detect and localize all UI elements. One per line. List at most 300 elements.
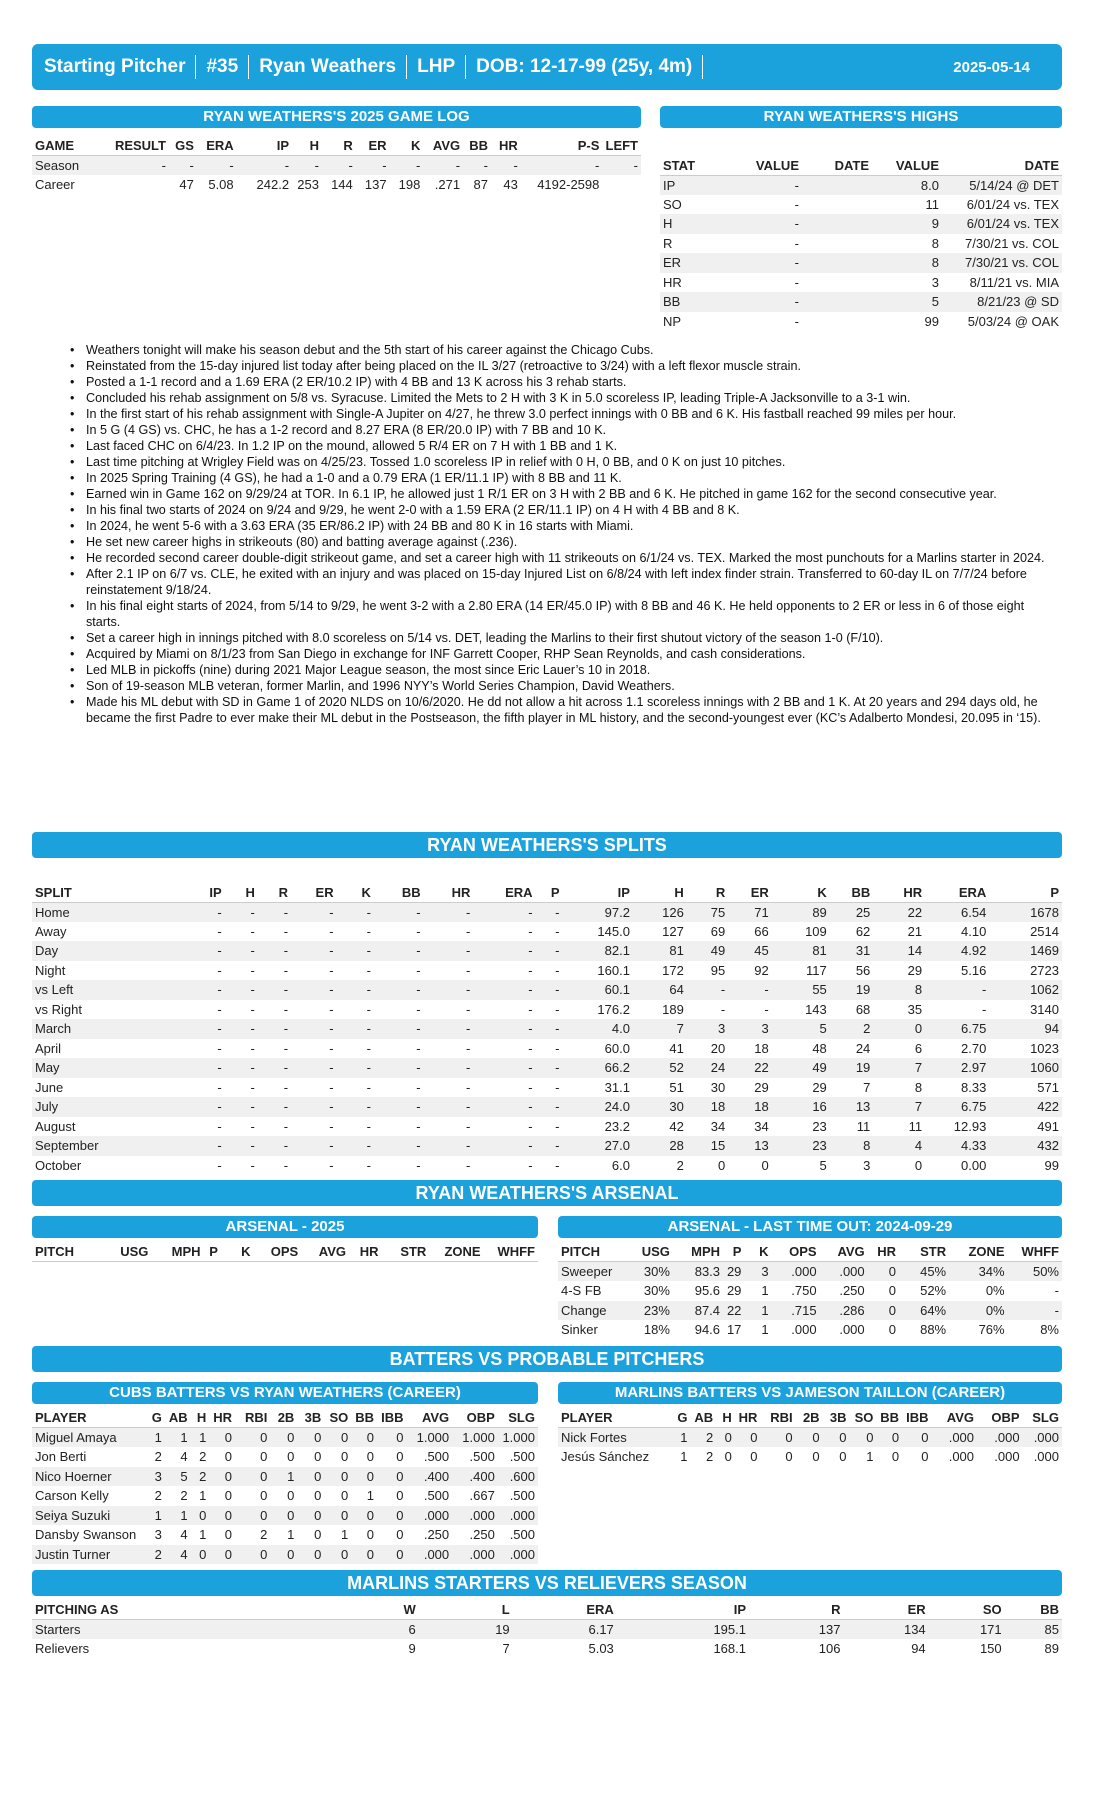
table-cell: - [528, 1157, 533, 1173]
table-cell: - [728, 980, 772, 1000]
table-cell: - [536, 1019, 563, 1039]
table-cell: 6 [914, 1040, 923, 1056]
table-row [32, 1156, 1062, 1176]
table-cell: - [764, 1001, 769, 1017]
table-cell: .715 [772, 1301, 820, 1321]
table-cell: 8 [830, 1136, 874, 1156]
table-cell: 31 [830, 941, 874, 961]
table-cell [802, 234, 872, 254]
note-item: • After 2.1 IP on 6/7 vs. CLE, he exited with an injury and was placed on 15-day Injured List on 6/8/24 with left index finder strain. Transferred to 60-day IL on 7/7/24 before reinstatement 9/18/24. [70, 566, 1060, 598]
column-header: P [723, 1242, 744, 1262]
table-cell: - [1054, 1283, 1059, 1299]
table-cell: 11 [856, 1118, 871, 1134]
table-cell: NP [663, 313, 682, 329]
table-cell: 68 [855, 1001, 871, 1017]
table-cell: - [424, 1097, 474, 1117]
table-cell: Jesús Sánchez [561, 1449, 650, 1465]
header-row [32, 883, 1062, 903]
header-banner [32, 44, 1062, 90]
group-header [722, 136, 872, 156]
table-cell: 22 [723, 1301, 744, 1321]
table-cell: 6.75 [925, 1019, 989, 1039]
table-cell: - [424, 1019, 474, 1039]
table-row [558, 1301, 1062, 1321]
marlins-bvp-table [558, 1408, 1062, 1467]
table-cell: 24.0 [562, 1097, 632, 1117]
column-header: SPLIT [32, 883, 187, 903]
table-cell: 1 [199, 1488, 207, 1504]
table-row [32, 1078, 1062, 1098]
table-cell: 0 [796, 1428, 823, 1448]
table-cell: 23 [812, 1118, 827, 1134]
table-cell: 0 [224, 1527, 233, 1543]
table-cell: 29 [907, 962, 923, 978]
column-header: HR [491, 136, 521, 156]
table-cell: 168.1 [713, 1641, 746, 1657]
column-header: SLG [498, 1408, 538, 1428]
highs-title: RYAN WEATHERS'S HIGHS [660, 106, 1062, 128]
table-cell: 8/11/21 vs. MIA [969, 274, 1059, 290]
table-cell: 0 [297, 1428, 324, 1448]
table-cell: 0 [341, 1449, 349, 1465]
table-cell: .000 [820, 1262, 868, 1282]
table-cell: 176.2 [597, 1001, 630, 1017]
table-cell: - [473, 1097, 535, 1117]
table-cell: 1062 [989, 980, 1062, 1000]
table-cell: - [374, 902, 424, 922]
table-cell: 5/14/24 @ DET [942, 175, 1062, 195]
column-header: K [390, 136, 424, 156]
table-cell: .000 [994, 1449, 1020, 1465]
column-header: AVG [301, 1242, 349, 1262]
table-cell: Career [35, 177, 75, 193]
table-cell: - [329, 1001, 334, 1017]
table-cell: 2723 [1030, 962, 1059, 978]
table-cell: 6/01/24 vs. TEX [942, 214, 1062, 234]
table-cell: .000 [452, 1545, 498, 1565]
table-cell: 50% [1008, 1262, 1062, 1282]
table-cell: 0.00 [961, 1157, 987, 1173]
table-cell: - [258, 941, 291, 961]
table-cell: - [536, 1097, 563, 1117]
bvp-title: BATTERS VS PROBABLE PITCHERS [32, 1346, 1062, 1372]
table-row [32, 1136, 1062, 1156]
table-cell: 0 [888, 1283, 896, 1299]
column-header: MPH [673, 1242, 723, 1262]
starters-relievers-table [32, 1600, 1062, 1659]
table-cell: 0 [891, 1449, 900, 1465]
column-header: SO [850, 1408, 877, 1428]
table-cell: - [424, 902, 474, 922]
column-header: K [772, 883, 830, 903]
table-cell: - [794, 235, 799, 251]
table-cell: - [463, 156, 491, 176]
table-cell: .000 [498, 1506, 538, 1526]
table-cell: Nick Fortes [558, 1428, 672, 1448]
table-cell: 60.1 [562, 980, 632, 1000]
table-cell: 0 [297, 1467, 324, 1487]
table-cell: 18 [754, 1040, 769, 1056]
note-item: • Earned win in Game 162 on 9/29/24 at TOR. In 6.1 IP, he allowed just 1 R/1 ER on 3 H with 2 BB and 6 K. He pitched in game 162 for the second consecutive year. [70, 486, 1060, 502]
table-cell [103, 175, 169, 195]
table-cell: 66.2 [562, 1058, 632, 1078]
table-cell: 0 [191, 1506, 210, 1526]
table-cell: June [35, 1079, 64, 1095]
column-header: H [716, 1408, 735, 1428]
table-cell: 15 [687, 1136, 728, 1156]
table-cell: 0 [314, 1488, 322, 1504]
table-cell: - [258, 1019, 291, 1039]
table-cell: 41 [669, 1040, 684, 1056]
table-cell: 9 [408, 1641, 416, 1657]
table-cell: 34% [949, 1262, 1007, 1282]
table-cell: .000 [977, 1428, 1023, 1448]
header-row [660, 156, 1062, 176]
table-cell: - [250, 1040, 255, 1056]
table-cell: 6.17 [513, 1620, 617, 1640]
table-cell: - [225, 902, 258, 922]
table-cell: 2 [154, 1449, 162, 1465]
table-cell: 99 [924, 313, 939, 329]
table-cell: 0 [724, 1449, 732, 1465]
table-cell: 0 [260, 1449, 268, 1465]
table-cell: - [536, 1136, 563, 1156]
table-cell: Away [35, 923, 67, 939]
table-cell: - [722, 292, 802, 312]
table-row [32, 1039, 1062, 1059]
table-cell: 0% [985, 1283, 1005, 1299]
table-cell: - [291, 902, 337, 922]
table-cell: H [660, 214, 722, 234]
table-cell: - [423, 156, 463, 176]
table-cell: 253 [297, 177, 319, 193]
table-row [32, 1447, 538, 1467]
table-cell: 109 [805, 923, 827, 939]
table-cell: 5 [872, 292, 942, 312]
table-cell: 29 [754, 1079, 769, 1095]
table-cell: 94.6 [694, 1322, 721, 1338]
column-header: SO [929, 1600, 1005, 1620]
column-header: PITCH [32, 1242, 108, 1262]
table-cell: Home [32, 902, 187, 922]
table-cell: 1.000 [452, 1428, 498, 1448]
column-header: H [633, 883, 687, 903]
table-cell: - [258, 980, 291, 1000]
table-cell: 20 [710, 1040, 726, 1056]
column-header: ER [356, 136, 390, 156]
table-cell: August [35, 1118, 76, 1134]
table-cell: July [32, 1097, 187, 1117]
column-header: USG [108, 1242, 151, 1262]
table-cell: - [555, 923, 560, 939]
table-cell: .250 [423, 1527, 450, 1543]
table-cell: 0 [235, 1467, 270, 1487]
table-cell: 45% [899, 1262, 949, 1282]
table-cell: ER [660, 253, 722, 273]
table-row [32, 1058, 1062, 1078]
column-header: WHFF [1008, 1242, 1062, 1262]
table-cell: 0 [324, 1428, 351, 1448]
header-row [558, 1408, 1062, 1428]
arsenal-title: RYAN WEATHERS'S ARSENAL [32, 1180, 1062, 1206]
table-cell: 127 [662, 923, 684, 939]
table-cell: - [528, 1118, 533, 1134]
table-cell: 4 [180, 1449, 188, 1465]
table-cell: - [390, 156, 424, 176]
table-cell: - [602, 156, 641, 176]
note-item: • Last faced CHC on 6/4/23. In 1.2 IP on the mound, allowed 5 R/4 ER on 7 H with 1 BB and 1 K. [70, 438, 1060, 454]
table-cell: 0 [314, 1527, 322, 1543]
table-cell: 1 [165, 1506, 191, 1526]
table-cell: - [283, 1079, 289, 1095]
table-cell: - [416, 1118, 421, 1134]
table-cell: 66 [754, 923, 769, 939]
table-cell: .000 [406, 1506, 452, 1526]
table-cell: - [555, 1040, 560, 1056]
table-cell: 117 [806, 962, 827, 978]
table-cell: - [187, 980, 224, 1000]
table-row [32, 1506, 538, 1526]
column-header: RBI [235, 1408, 270, 1428]
table-cell: - [722, 214, 802, 234]
table-cell: - [794, 196, 799, 212]
column-header: P-S [521, 136, 603, 156]
table-cell: - [466, 1157, 471, 1173]
table-cell: 0 [366, 1449, 374, 1465]
table-cell: 87.4 [673, 1301, 723, 1321]
table-cell: 1.000 [498, 1428, 538, 1448]
table-cell: 0 [396, 1527, 404, 1543]
table-cell: 0 [868, 1301, 899, 1321]
table-cell: 8.0 [872, 175, 942, 195]
table-cell: 55 [772, 980, 830, 1000]
table-cell: - [466, 1079, 471, 1095]
table-cell: - [528, 1040, 533, 1056]
table-cell: - [528, 1001, 533, 1017]
table-cell: 1 [366, 1488, 374, 1504]
column-header: P [989, 883, 1062, 903]
table-cell: .000 [931, 1428, 977, 1448]
column-header: VALUE [722, 156, 802, 176]
table-cell: - [217, 1118, 222, 1134]
table-cell: - [374, 1019, 424, 1039]
table-cell: 1 [146, 1506, 165, 1526]
table-cell: 0 [287, 1449, 295, 1465]
table-cell: 16 [772, 1097, 830, 1117]
table-cell: 14 [873, 941, 925, 961]
column-header: VALUE [872, 156, 942, 176]
table-cell: 29 [812, 1079, 827, 1095]
table-cell: 1 [866, 1449, 874, 1465]
group-header [562, 863, 1062, 883]
table-cell: - [237, 156, 292, 176]
table-cell: - [291, 1058, 337, 1078]
table-cell: Nico Hoerner [32, 1467, 146, 1487]
table-cell: 76% [978, 1322, 1005, 1338]
table-cell: - [722, 253, 802, 273]
table-cell: Jon Berti [35, 1449, 87, 1465]
table-cell: 0 [270, 1428, 297, 1448]
table-cell: 0 [914, 1157, 923, 1173]
column-header: PITCHING AS [32, 1600, 380, 1620]
table-cell: 189 [662, 1001, 684, 1017]
table-row [32, 922, 1062, 942]
column-header: BB [374, 883, 424, 903]
column-header: AVG [931, 1408, 977, 1428]
table-cell: - [374, 980, 424, 1000]
column-header: K [744, 1242, 771, 1262]
table-cell: 0 [850, 1428, 877, 1448]
note-item: • In the first start of his rehab assignment with Single-A Jupiter on 4/27, he threw 3.0 perfect innings with 0 BB and 6 K. His fastball reached 99 miles per hour. [70, 406, 1060, 422]
table-cell: - [1008, 1301, 1062, 1321]
table-cell: - [473, 1019, 535, 1039]
table-cell: 8% [1040, 1322, 1059, 1338]
table-cell: - [981, 1001, 987, 1017]
table-cell: - [217, 962, 222, 978]
column-header: P [536, 883, 563, 903]
table-cell: 3 [728, 1019, 772, 1039]
table-cell: - [536, 1058, 563, 1078]
table-cell: 6/01/24 vs. TEX [966, 196, 1059, 212]
table-cell: .500 [509, 1449, 535, 1465]
table-cell: vs Left [32, 980, 187, 1000]
table-cell: - [687, 980, 728, 1000]
table-cell: 95 [710, 962, 726, 978]
table-cell: 7/30/21 vs. COL [942, 253, 1062, 273]
table-cell: March [32, 1019, 187, 1039]
table-cell: - [337, 941, 374, 961]
column-header: AVG [820, 1242, 868, 1262]
table-cell: 49 [772, 1058, 830, 1078]
table-cell: 0 [377, 1428, 406, 1448]
table-cell: 47 [179, 177, 194, 193]
table-cell: 1 [191, 1428, 210, 1448]
table-cell: 5.03 [588, 1641, 614, 1657]
header-role: Starting Pitcher [42, 55, 196, 79]
table-cell: - [473, 980, 535, 1000]
column-header: AB [165, 1408, 191, 1428]
table-cell: 23.2 [604, 1118, 630, 1134]
table-cell: - [424, 980, 474, 1000]
table-cell: - [720, 1001, 726, 1017]
column-header: LEFT [602, 136, 641, 156]
note-item: • Weathers tonight will make his season debut and the 5th start of his career against the Chicago Cubs. [70, 342, 1060, 358]
table-cell: Sweeper [558, 1262, 631, 1282]
notes [70, 342, 1060, 726]
table-cell: - [466, 1118, 471, 1134]
table-cell: 0 [823, 1428, 850, 1448]
table-cell: - [528, 962, 533, 978]
column-header: 3B [823, 1408, 850, 1428]
table-cell: 0 [366, 1527, 374, 1543]
table-cell: Miguel Amaya [32, 1428, 146, 1448]
table-cell: - [329, 1040, 334, 1056]
table-cell: .000 [791, 1322, 817, 1338]
table-cell: 143 [805, 1001, 827, 1017]
column-header: DATE [802, 156, 872, 176]
table-cell: 25 [830, 902, 874, 922]
column-header: STR [899, 1242, 949, 1262]
table-cell: 1 [761, 1283, 769, 1299]
table-row [660, 195, 1062, 215]
table-cell: - [329, 1157, 334, 1173]
table-cell: 7/30/21 vs. COL [965, 235, 1059, 251]
table-cell: .000 [1033, 1449, 1059, 1465]
table-cell: - [521, 156, 603, 176]
table-cell: - [356, 156, 390, 176]
table-cell: 0 [396, 1488, 404, 1504]
column-header: H [191, 1408, 210, 1428]
column-header: ER [291, 883, 337, 903]
table-cell: - [466, 923, 471, 939]
table-cell: - [337, 980, 374, 1000]
table-cell: - [555, 1079, 560, 1095]
table-cell: 0 [270, 1545, 297, 1565]
table-row [660, 292, 1062, 312]
table-cell: - [366, 1001, 371, 1017]
cubs-bvp-title: CUBS BATTERS VS RYAN WEATHERS (CAREER) [32, 1382, 538, 1404]
table-cell: - [374, 1097, 424, 1117]
table-cell: - [291, 941, 337, 961]
table-row [32, 1545, 538, 1565]
table-cell: .000 [948, 1449, 975, 1465]
column-header: AVG [423, 136, 463, 156]
table-cell: 144 [331, 177, 353, 193]
note-item: • Reinstated from the 15-day injured list today after being placed on the IL 3/27 (retroactive to 3/24) with a left flexor muscle strain. [70, 358, 1060, 374]
table-cell: 3 [146, 1467, 165, 1487]
table-cell [802, 292, 872, 312]
marlins-bvp-title: MARLINS BATTERS VS JAMESON TAILLON (CAREER) [558, 1382, 1062, 1404]
column-header: RBI [760, 1408, 795, 1428]
table-cell: - [187, 902, 224, 922]
table-row [32, 941, 1062, 961]
table-cell: - [722, 175, 802, 195]
table-cell: - [291, 980, 337, 1000]
table-cell: - [283, 1040, 289, 1056]
table-cell: 0 [377, 1467, 406, 1487]
header-row [32, 1600, 1062, 1620]
note-item: • Concluded his rehab assignment on 5/8 vs. Syracuse. Limited the Mets to 2 H with 3 K in 5.0 scoreless IP, leading Triple-A Jacksonville to a 3-1 win. [70, 390, 1060, 406]
column-header: USG [631, 1242, 673, 1262]
table-cell: - [291, 1097, 337, 1117]
column-header: L [419, 1600, 513, 1620]
table-cell: 4.33 [925, 1136, 989, 1156]
table-cell: 6.75 [925, 1097, 989, 1117]
column-header: IP [237, 136, 292, 156]
table-cell: 0 [351, 1545, 377, 1565]
column-header: PLAYER [32, 1408, 146, 1428]
table-row [558, 1447, 1062, 1467]
table-cell: - [374, 1058, 424, 1078]
table-cell: 89 [772, 902, 830, 922]
header-dob: DOB: 12-17-99 (25y, 4m) [466, 55, 703, 79]
column-header: IBB [377, 1408, 406, 1428]
table-cell: 0 [191, 1545, 210, 1565]
table-cell: 5 [772, 1019, 830, 1039]
table-cell: 0 [868, 1262, 899, 1282]
column-header: GS [169, 136, 197, 156]
table-cell: 0 [324, 1506, 351, 1526]
note-item: • In 2025 Spring Training (4 GS), he had a 1-0 and a 0.79 ERA (1 ER/11.1 IP) with 8 BB and 11 K. [70, 470, 1060, 486]
table-cell: 2.97 [925, 1058, 989, 1078]
table-cell: 0 [351, 1506, 377, 1526]
column-header: WHFF [484, 1242, 538, 1262]
table-row [32, 1428, 538, 1448]
table-cell: 0 [396, 1449, 404, 1465]
table-cell: - [250, 962, 255, 978]
table-cell: Starters [32, 1620, 380, 1640]
table-cell: - [250, 1118, 255, 1134]
